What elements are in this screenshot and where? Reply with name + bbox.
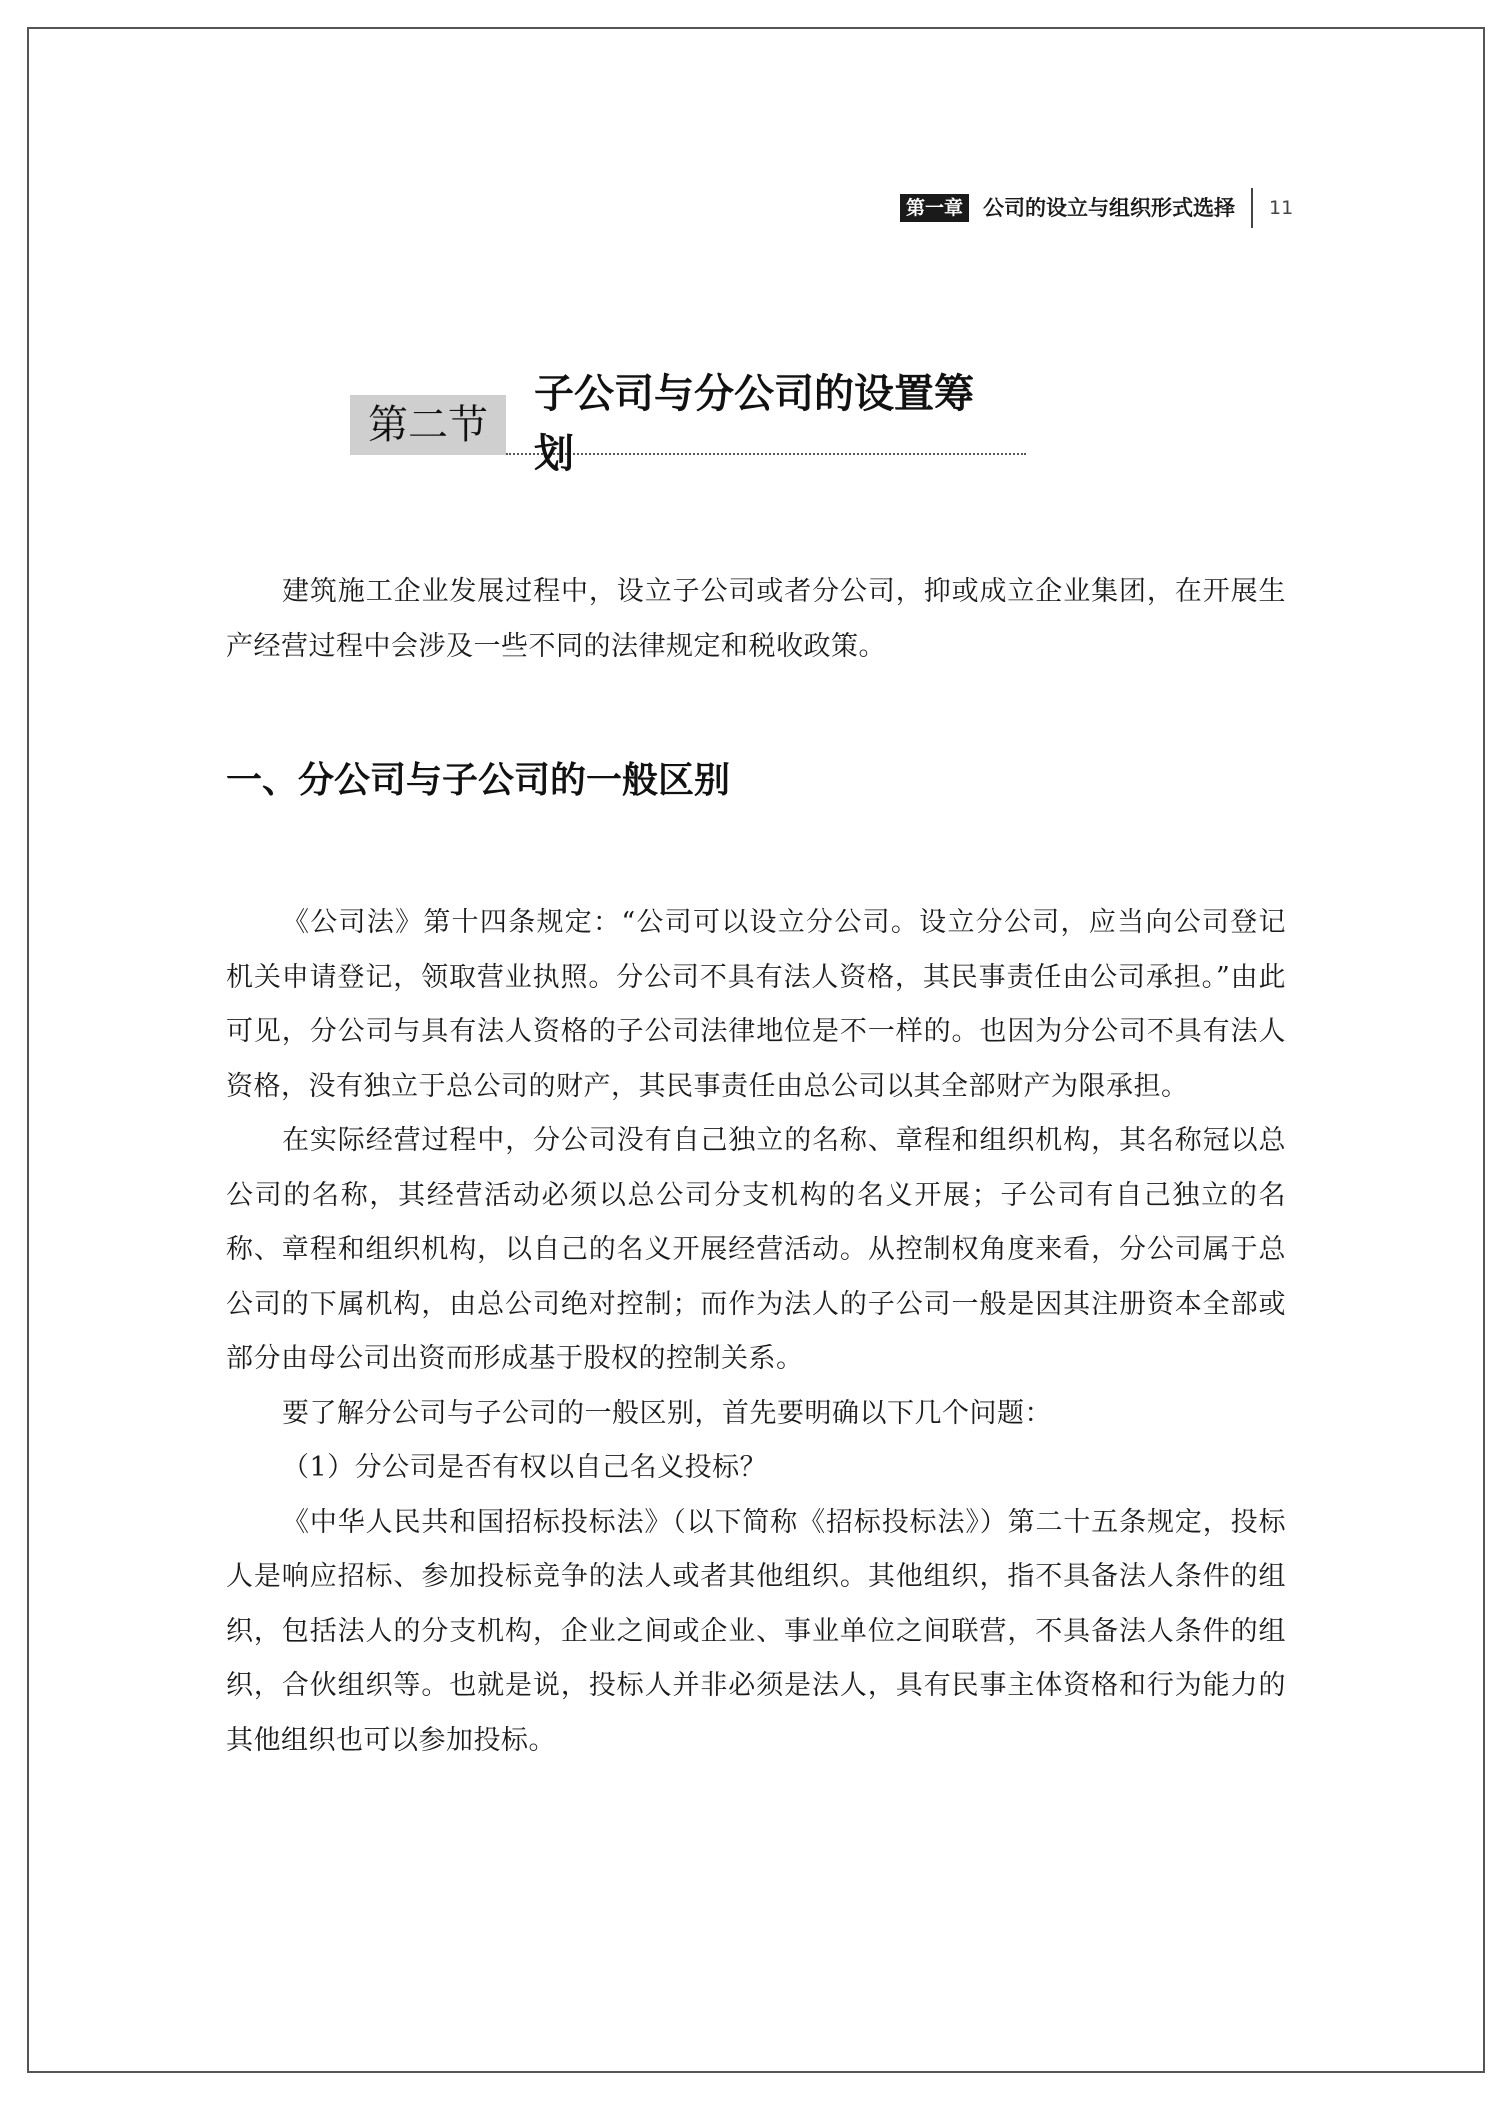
header-divider — [1251, 188, 1253, 228]
chapter-title: 公司的设立与组织形式选择 — [983, 196, 1236, 220]
body-paragraph: 《中华人民共和国招标投标法》（以下简称《招标投标法》）第二十五条规定，投标人是响应招标、参加投标竞争的法人或者其他组织。其他组织，指不具备法人条件的组织，包括法人的分支机构，企业之间或企业、事业单位之间联营，不具备法人条件的组织，合伙组织等。也就是说，投标人并非必须是法人，具有民事主体资格和行为能力的其他组织也可以参加投标。 — [226, 1506, 1286, 1756]
section-label: 第二节 — [350, 395, 506, 455]
body-paragraph: 在实际经营过程中，分公司没有自己独立的名称、章程和组织机构，其名称冠以总公司的名称，其经营活动必须以总公司分支机构的名义开展；子公司有自己独立的名称、章程和组织机构，以自己的名义开展经营活动。从控制权角度来看，分公司属于总公司的下属机构，由总公司绝对控制；而作为法人的子公司一般是因其注册资本全部或部分由母公司出资而形成基于股权的控制关系。 — [226, 1125, 1286, 1374]
section-title: 子公司与分公司的设置筹划 — [534, 370, 974, 477]
section-heading — [350, 370, 1026, 477]
page-number: 11 — [1269, 197, 1294, 219]
section-title-underline — [506, 370, 1026, 477]
body-paragraph: 《公司法》第十四条规定：“公司可以设立分公司。设立分公司，应当向公司登记机关申请登记，领取营业执照。分公司不具有法人资格，其民事责任由公司承担。”由此可见，分公司与具有法人资格的子公司法律地位是不一样的。也因为分公司不具有法人资格，没有独立于总公司的财产，其民事责任由总公司以其全部财产为限承担。 — [226, 907, 1286, 1102]
question-item: （1）分公司是否有权以自己名义投标？ — [282, 1452, 768, 1483]
chapter-tag: 第一章 — [900, 194, 969, 222]
intro-paragraph: 建筑施工企业发展过程中，设立子公司或者分公司，抑或成立企业集团，在开展生产经营过程中会涉及一些不同的法律规定和税收政策。 — [226, 576, 1286, 662]
body-text — [226, 896, 1286, 1768]
body-paragraph: 要了解分公司与子公司的一般区别，首先要明确以下几个问题： — [282, 1397, 1052, 1429]
intro-block — [226, 565, 1286, 674]
running-header — [900, 188, 1293, 228]
subsection-heading: 一、分公司与子公司的一般区别 — [226, 760, 731, 801]
